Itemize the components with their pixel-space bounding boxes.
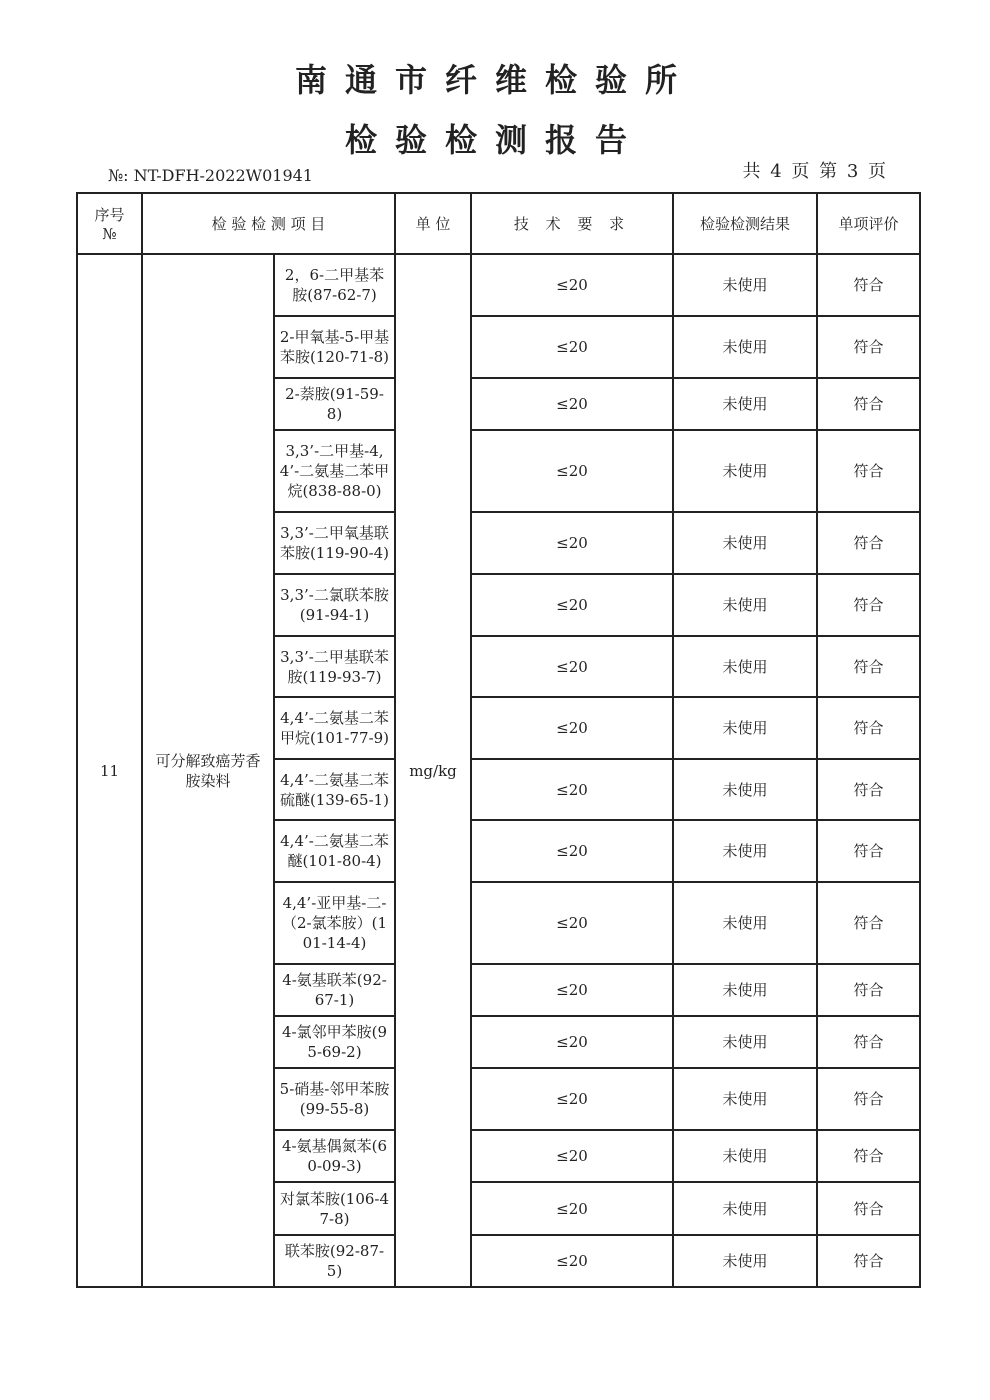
evaluation-cell: 符合 [817, 820, 920, 882]
header-requirement: 技 术 要 求 [471, 193, 673, 254]
item-name: 4,4’-二氨基二苯硫醚(139-65-1) [274, 759, 395, 820]
item-name: 3,3’-二氯联苯胺(91-94-1) [274, 574, 395, 636]
result-cell: 未使用 [673, 316, 817, 378]
result-cell: 未使用 [673, 820, 817, 882]
item-name: 4-氨基偶氮苯(60-09-3) [274, 1130, 395, 1182]
item-name: 2-甲氧基-5-甲基苯胺(120-71-8) [274, 316, 395, 378]
requirement-cell: ≤20 [471, 316, 673, 378]
result-cell: 未使用 [673, 759, 817, 820]
result-cell: 未使用 [673, 254, 817, 316]
page-info: 共 4 页 第 3 页 [742, 161, 888, 182]
requirement-cell: ≤20 [471, 759, 673, 820]
requirement-cell: ≤20 [471, 636, 673, 697]
evaluation-cell: 符合 [817, 759, 920, 820]
result-cell: 未使用 [673, 574, 817, 636]
result-cell: 未使用 [673, 882, 817, 964]
requirement-cell: ≤20 [471, 574, 673, 636]
requirement-cell: ≤20 [471, 1182, 673, 1235]
evaluation-cell: 符合 [817, 1016, 920, 1068]
requirement-cell: ≤20 [471, 254, 673, 316]
header-unit: 单 位 [395, 193, 471, 254]
evaluation-cell: 符合 [817, 430, 920, 512]
item-name: 4,4’-二氨基二苯醚(101-80-4) [274, 820, 395, 882]
evaluation-cell: 符合 [817, 1130, 920, 1182]
header-item: 检 验 检 测 项 目 [142, 193, 395, 254]
item-name: 3,3’-二甲氧基联苯胺(119-90-4) [274, 512, 395, 574]
org-name: 南通市纤维检验所 [294, 61, 695, 99]
result-cell: 未使用 [673, 512, 817, 574]
requirement-cell: ≤20 [471, 378, 673, 430]
requirement-cell: ≤20 [471, 1068, 673, 1130]
evaluation-cell: 符合 [817, 1182, 920, 1235]
table-row [77, 254, 920, 316]
evaluation-cell: 符合 [817, 316, 920, 378]
report-number: №: NT-DFH-2022W01941 [108, 166, 313, 185]
requirement-cell: ≤20 [471, 1130, 673, 1182]
header-seq: 序号 № [77, 193, 142, 254]
result-cell: 未使用 [673, 430, 817, 512]
evaluation-cell: 符合 [817, 697, 920, 759]
evaluation-cell: 符合 [817, 636, 920, 697]
evaluation-cell: 符合 [817, 574, 920, 636]
item-name: 对氯苯胺(106-47-8) [274, 1182, 395, 1235]
evaluation-cell: 符合 [817, 964, 920, 1016]
evaluation-cell: 符合 [817, 1235, 920, 1287]
result-cell: 未使用 [673, 1235, 817, 1287]
result-cell: 未使用 [673, 378, 817, 430]
evaluation-cell: 符合 [817, 1068, 920, 1130]
item-name: 3,3’-二甲基-4,4’-二氨基二苯甲烷(838-88-0) [274, 430, 395, 512]
requirement-cell: ≤20 [471, 512, 673, 574]
results-table [76, 192, 921, 1288]
evaluation-cell: 符合 [817, 512, 920, 574]
result-cell: 未使用 [673, 697, 817, 759]
item-name: 4,4’-亚甲基-二-（2-氯苯胺）(101-14-4) [274, 882, 395, 964]
result-cell: 未使用 [673, 1068, 817, 1130]
item-name: 4,4’-二氨基二苯甲烷(101-77-9) [274, 697, 395, 759]
item-name: 5-硝基-邻甲苯胺(99-55-8) [274, 1068, 395, 1130]
requirement-cell: ≤20 [471, 1235, 673, 1287]
result-cell: 未使用 [673, 964, 817, 1016]
requirement-cell: ≤20 [471, 882, 673, 964]
group-unit: mg/kg [395, 254, 471, 1287]
item-name: 4-氨基联苯(92-67-1) [274, 964, 395, 1016]
item-name: 2，6-二甲基苯胺(87-62-7) [274, 254, 395, 316]
group-category: 可分解致癌芳香胺染料 [142, 254, 274, 1287]
requirement-cell: ≤20 [471, 820, 673, 882]
group-seq: 11 [77, 254, 142, 1287]
result-cell: 未使用 [673, 1130, 817, 1182]
evaluation-cell: 符合 [817, 254, 920, 316]
table-header [77, 193, 920, 254]
evaluation-cell: 符合 [817, 882, 920, 964]
result-cell: 未使用 [673, 1182, 817, 1235]
header-result: 检验检测结果 [673, 193, 817, 254]
requirement-cell: ≤20 [471, 697, 673, 759]
result-cell: 未使用 [673, 1016, 817, 1068]
evaluation-cell: 符合 [817, 378, 920, 430]
report-title: 检验检测报告 [344, 121, 645, 159]
item-name: 4-氯邻甲苯胺(95-69-2) [274, 1016, 395, 1068]
item-name: 联苯胺(92-87-5) [274, 1235, 395, 1287]
item-name: 2-萘胺(91-59-8) [274, 378, 395, 430]
requirement-cell: ≤20 [471, 430, 673, 512]
result-cell: 未使用 [673, 636, 817, 697]
requirement-cell: ≤20 [471, 964, 673, 1016]
item-name: 3,3’-二甲基联苯胺(119-93-7) [274, 636, 395, 697]
header-evaluation: 单项评价 [817, 193, 920, 254]
requirement-cell: ≤20 [471, 1016, 673, 1068]
